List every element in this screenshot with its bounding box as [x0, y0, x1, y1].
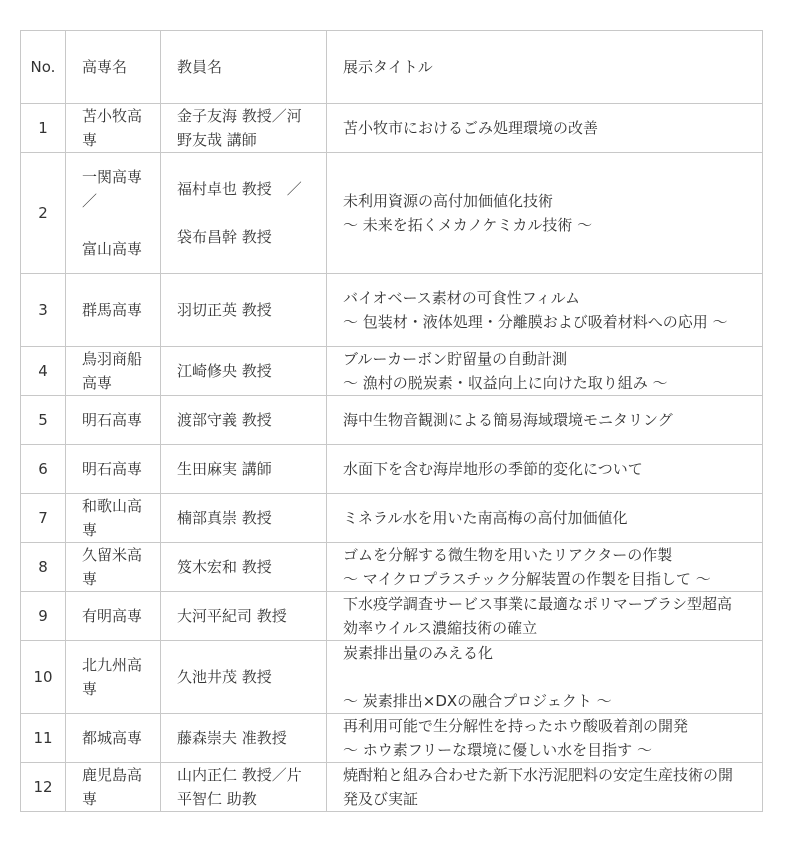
- row-teacher: 楠部真崇 教授: [161, 494, 327, 543]
- row-school: 有明高専: [66, 592, 161, 641]
- row-school: 苫小牧高専: [66, 104, 161, 153]
- row-no: 2: [21, 153, 66, 274]
- row-school: 久留米高専: [66, 543, 161, 592]
- header-row: [21, 31, 763, 104]
- row-school: 北九州高専: [66, 641, 161, 714]
- row-title: ゴムを分解する微生物を用いたリアクターの作製 ～ マイクロプラスチック分解装置の作製を目指して ～: [327, 543, 763, 592]
- row-no: 11: [21, 714, 66, 763]
- table-row: [21, 641, 763, 714]
- row-no: 6: [21, 445, 66, 494]
- row-no: 4: [21, 347, 66, 396]
- table-row: [21, 714, 763, 763]
- row-no: 1: [21, 104, 66, 153]
- row-no: 5: [21, 396, 66, 445]
- row-teacher: 大河平紀司 教授: [161, 592, 327, 641]
- row-title: 炭素排出量のみえる化 ～ 炭素排出×DXの融合プロジェクト ～: [327, 641, 763, 714]
- table-row: [21, 153, 763, 274]
- row-teacher: 渡部守義 教授: [161, 396, 327, 445]
- table-row: [21, 494, 763, 543]
- row-teacher: 山内正仁 教授／片平智仁 助教: [161, 763, 327, 812]
- row-no: 8: [21, 543, 66, 592]
- header-title: 展示タイトル: [327, 31, 763, 104]
- table-row: [21, 543, 763, 592]
- row-title: 再利用可能で生分解性を持ったホウ酸吸着剤の開発 ～ ホウ素フリーな環境に優しい水を目指す ～: [327, 714, 763, 763]
- row-title: ブルーカーボン貯留量の自動計測 ～ 漁村の脱炭素・収益向上に向けた取り組み ～: [327, 347, 763, 396]
- row-title: 未利用資源の高付加価値化技術 ～ 未来を拓くメカノケミカル技術 ～: [327, 153, 763, 274]
- row-teacher: 羽切正英 教授: [161, 274, 327, 347]
- row-teacher: 藤森崇夫 准教授: [161, 714, 327, 763]
- row-teacher: 生田麻実 講師: [161, 445, 327, 494]
- row-teacher: 江崎修央 教授: [161, 347, 327, 396]
- row-title: 下水疫学調査サービス事業に最適なポリマーブラシ型超高効率ウイルス濃縮技術の確立: [327, 592, 763, 641]
- header-no: No.: [21, 31, 66, 104]
- row-teacher: 笈木宏和 教授: [161, 543, 327, 592]
- row-teacher: 久池井茂 教授: [161, 641, 327, 714]
- table-row: [21, 763, 763, 812]
- row-teacher: 福村卓也 教授 ／ 袋布昌幹 教授: [161, 153, 327, 274]
- row-school: 明石高専: [66, 396, 161, 445]
- row-school: 鳥羽商船高専: [66, 347, 161, 396]
- row-school: 一関高専 ／ 富山高専: [66, 153, 161, 274]
- header-school: 高専名: [66, 31, 161, 104]
- row-title: バイオベース素材の可食性フィルム ～ 包装材・液体処理・分離膜および吸着材料への応用 ～: [327, 274, 763, 347]
- header-teacher: 教員名: [161, 31, 327, 104]
- row-title: 水面下を含む海岸地形の季節的変化について: [327, 445, 763, 494]
- table-row: [21, 592, 763, 641]
- exhibit-table: [20, 30, 763, 812]
- table-row: [21, 347, 763, 396]
- row-school: 鹿児島高専: [66, 763, 161, 812]
- row-no: 7: [21, 494, 66, 543]
- row-title: ミネラル水を用いた南高梅の高付加価値化: [327, 494, 763, 543]
- row-no: 12: [21, 763, 66, 812]
- row-no: 9: [21, 592, 66, 641]
- row-school: 群馬高専: [66, 274, 161, 347]
- row-teacher: 金子友海 教授／河野友哉 講師: [161, 104, 327, 153]
- table-row: [21, 274, 763, 347]
- row-title: 苫小牧市におけるごみ処理環境の改善: [327, 104, 763, 153]
- row-no: 10: [21, 641, 66, 714]
- table-row: [21, 445, 763, 494]
- row-school: 都城高専: [66, 714, 161, 763]
- row-title: 焼酎粕と組み合わせた新下水汚泥肥料の安定生産技術の開発及び実証: [327, 763, 763, 812]
- row-no: 3: [21, 274, 66, 347]
- table-row: [21, 104, 763, 153]
- row-school: 明石高専: [66, 445, 161, 494]
- table-row: [21, 396, 763, 445]
- row-school: 和歌山高専: [66, 494, 161, 543]
- row-title: 海中生物音観測による簡易海域環境モニタリング: [327, 396, 763, 445]
